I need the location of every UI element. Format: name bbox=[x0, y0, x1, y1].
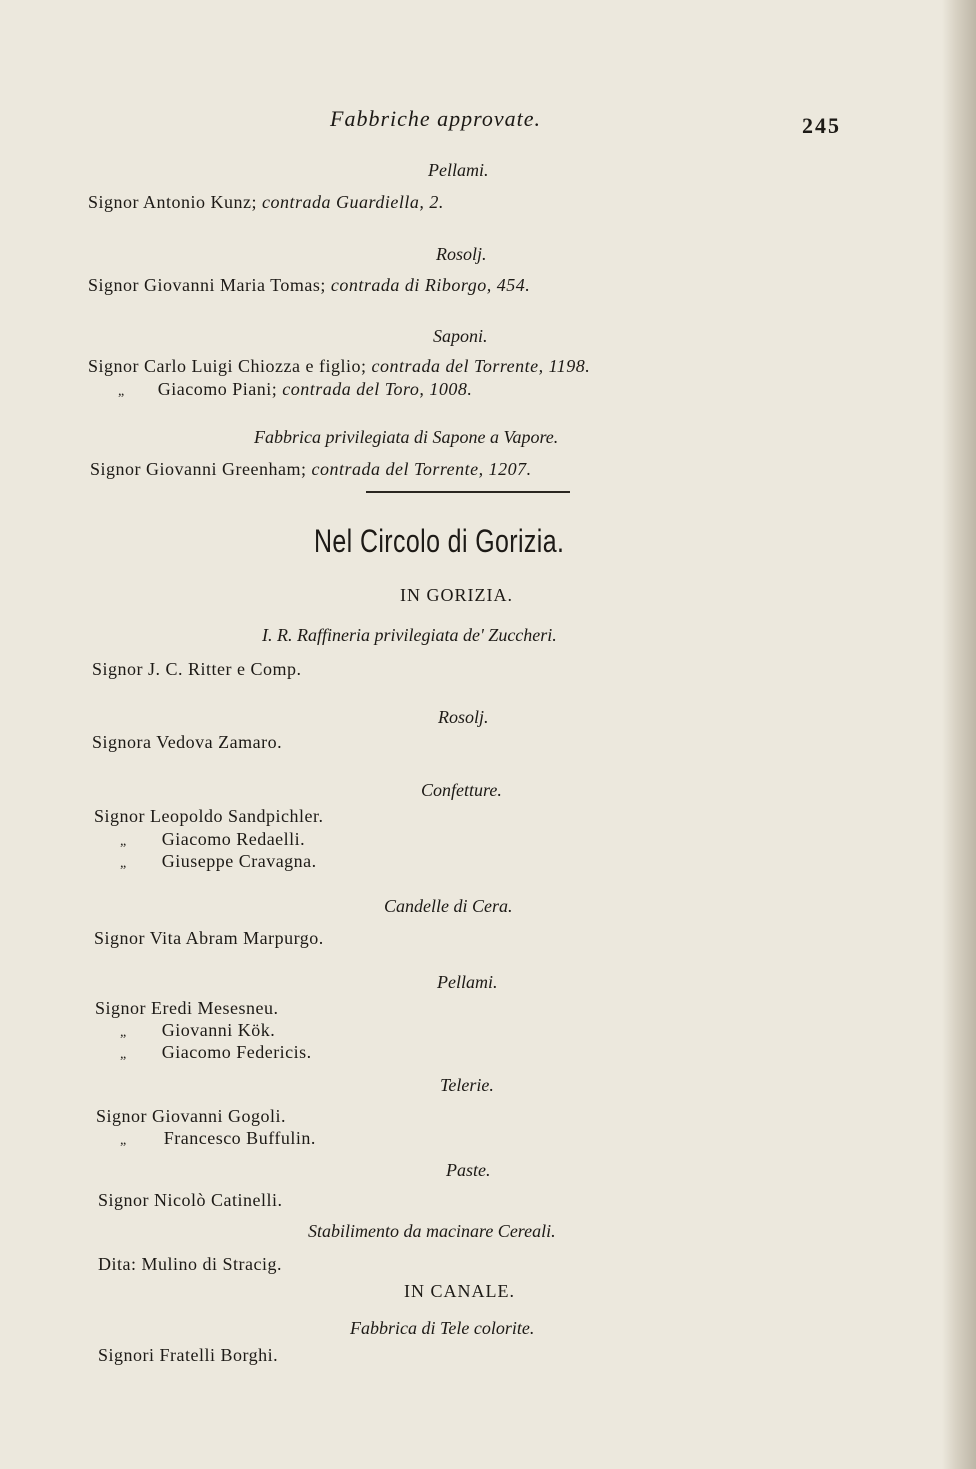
entry-name: Vedova Zamaro. bbox=[156, 732, 283, 752]
entry-line bbox=[120, 1020, 275, 1041]
entry-name: Giacomo Piani; bbox=[157, 379, 283, 399]
section-heading-telerie: Telerie. bbox=[440, 1075, 494, 1095]
entry-name: Carlo Luigi Chiozza e figlio; bbox=[144, 356, 372, 376]
section-heading-rosolj: Rosolj. bbox=[436, 244, 487, 264]
entry-name: Francesco Buffulin. bbox=[163, 1128, 316, 1148]
entry-name: Vita Abram Marpurgo. bbox=[149, 928, 324, 948]
entry-line bbox=[94, 806, 323, 827]
ditto-mark: „ bbox=[120, 856, 127, 871]
entry-prefix: Signor bbox=[92, 659, 144, 679]
entry-line bbox=[98, 1345, 278, 1366]
entry-prefix: Signor bbox=[96, 1106, 148, 1126]
entry-name: Mulino di Stracig. bbox=[141, 1254, 282, 1274]
entry-address: contrada del Torrente, 1207. bbox=[311, 459, 532, 479]
section-heading-paste: Paste. bbox=[446, 1160, 491, 1180]
entry-line bbox=[94, 928, 324, 949]
entry-line bbox=[92, 659, 302, 680]
place-heading-canale: IN CANALE. bbox=[404, 1281, 515, 1301]
place-heading-gorizia: IN GORIZIA. bbox=[400, 585, 513, 605]
entry-prefix: Dita: bbox=[98, 1254, 137, 1274]
entry-line bbox=[120, 1042, 312, 1063]
ditto-mark: „ bbox=[120, 834, 127, 849]
entry-address: contrada del Torrente, 1198. bbox=[371, 356, 591, 376]
ditto-mark: „ bbox=[120, 1133, 127, 1148]
section-heading-rosolj: Rosolj. bbox=[438, 707, 489, 727]
entry-line bbox=[98, 1190, 283, 1211]
ditto-mark: „ bbox=[120, 1025, 127, 1040]
entry-name: Antonio Kunz; bbox=[143, 192, 263, 212]
entry-name: Giovanni Maria Tomas; bbox=[144, 275, 331, 295]
entry-line bbox=[88, 356, 590, 377]
entry-name: Giovanni Greenham; bbox=[146, 459, 312, 479]
entry-name: Giacomo Federicis. bbox=[161, 1042, 312, 1062]
entry-name: Giuseppe Cravagna. bbox=[161, 851, 317, 871]
running-title: Fabbriche approvate. bbox=[330, 106, 542, 131]
entry-name: Giacomo Redaelli. bbox=[161, 829, 306, 849]
entry-name: Eredi Mesesneu. bbox=[151, 998, 279, 1018]
entry-line bbox=[120, 829, 305, 850]
entry-prefix: Signor bbox=[94, 806, 146, 826]
entry-prefix: Signor bbox=[98, 1190, 150, 1210]
entry-name: Fratelli Borghi. bbox=[159, 1345, 279, 1365]
section-heading-confetture: Confetture. bbox=[421, 780, 502, 800]
entry-prefix: Signori bbox=[98, 1345, 155, 1365]
entry-prefix: Signor bbox=[95, 998, 147, 1018]
entry-prefix: Signora bbox=[92, 732, 152, 752]
entry-prefix: Signor bbox=[90, 459, 142, 479]
entry-line bbox=[88, 192, 444, 213]
section-heading-cereali: Stabilimento da macinare Cereali. bbox=[308, 1221, 556, 1241]
entry-line bbox=[96, 1106, 286, 1127]
circolo-title: Nel Circolo di Gorizia. bbox=[314, 523, 565, 559]
entry-prefix: Signor bbox=[88, 356, 140, 376]
entry-prefix: Signor bbox=[88, 192, 140, 212]
entry-name: Nicolò Catinelli. bbox=[154, 1190, 283, 1210]
entry-address: contrada del Toro, 1008. bbox=[282, 379, 473, 399]
entry-address: contrada Guardiella, 2. bbox=[262, 192, 444, 212]
entry-name: Giovanni Kök. bbox=[161, 1020, 276, 1040]
entry-line bbox=[90, 459, 532, 480]
page-edge-shadow bbox=[942, 0, 976, 1469]
entry-line bbox=[88, 275, 530, 296]
separator-rule bbox=[366, 491, 570, 493]
entry-line bbox=[95, 998, 278, 1019]
entry-address: contrada di Riborgo, 454. bbox=[330, 275, 531, 295]
entry-line bbox=[120, 851, 317, 872]
ditto-mark: „ bbox=[118, 384, 125, 399]
entry-line bbox=[98, 1254, 282, 1275]
entry-prefix: Signor bbox=[88, 275, 140, 295]
section-heading-raffineria: I. R. Raffineria privilegiata de' Zuccheri. bbox=[262, 625, 557, 645]
entry-prefix: Signor bbox=[94, 928, 146, 948]
ditto-mark: „ bbox=[120, 1047, 127, 1062]
entry-name: Leopoldo Sandpichler. bbox=[150, 806, 324, 826]
section-heading-candelle: Candelle di Cera. bbox=[384, 896, 513, 916]
section-heading-saponi: Saponi. bbox=[433, 326, 488, 346]
section-heading-sapone-vapore: Fabbrica privilegiata di Sapone a Vapore. bbox=[254, 427, 559, 447]
section-heading-pellami: Pellami. bbox=[428, 160, 489, 180]
entry-name: J. C. Ritter e Comp. bbox=[148, 659, 302, 679]
page-number: 245 bbox=[802, 113, 841, 138]
section-heading-tele-colorite: Fabbrica di Tele colorite. bbox=[350, 1318, 535, 1338]
entry-line bbox=[118, 379, 472, 400]
section-heading-pellami: Pellami. bbox=[437, 972, 498, 992]
entry-name: Giovanni Gogoli. bbox=[152, 1106, 287, 1126]
entry-line bbox=[120, 1128, 316, 1149]
entry-line bbox=[92, 732, 282, 753]
